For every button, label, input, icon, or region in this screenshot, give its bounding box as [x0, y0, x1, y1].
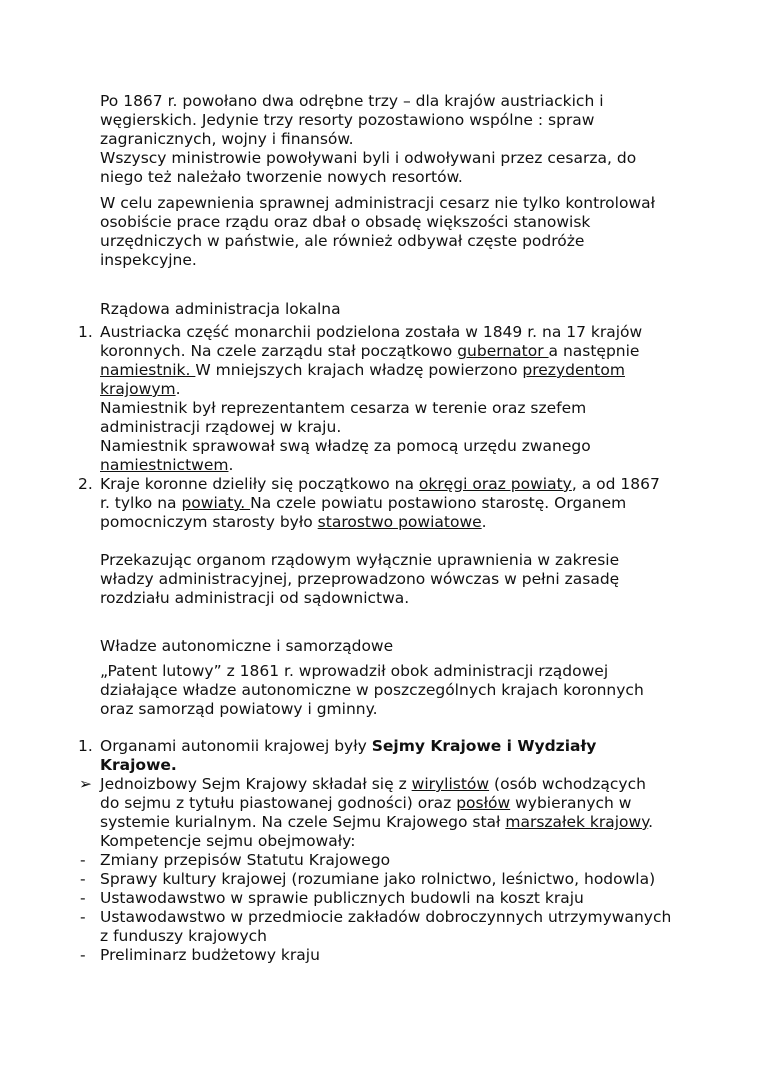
intro-p1-line-5: niego też należało tworzenie nowych resortów.: [100, 168, 463, 186]
underlined-term-poslow: posłów: [456, 794, 511, 812]
underlined-term-okregi: okręgi oraz powiaty: [418, 475, 572, 493]
s1-item1-line-6: administracji rządowej w kraju.: [100, 418, 342, 436]
s1-closing-line-1: Przekazując organom rządowym wyłącznie uprawnienia w zakresie: [100, 551, 620, 569]
intro-p2-line-3: urzędniczych w państwie, ale również odbywał częste podróże: [100, 232, 585, 250]
text-run: .: [481, 513, 487, 531]
competence-item: Ustawodawstwo w przedmiocie zakładów dobroczynnych utrzymywanych: [100, 908, 672, 926]
competence-item: Zmiany przepisów Statutu Krajowego: [100, 851, 391, 869]
text-run: a następnie: [548, 342, 640, 360]
text-run: , a od 1867: [571, 475, 660, 493]
intro-p1-line-2: węgierskich. Jedynie trzy resorty pozostawiono wspólne : spraw: [100, 111, 595, 129]
dash-bullet-icon: -: [80, 946, 86, 964]
underlined-term-powiaty: powiaty.: [181, 494, 251, 512]
text-run: Jednoizbowy Sejm Krajowy składał się z: [100, 775, 412, 793]
s1-item1-line-8: [100, 456, 233, 475]
text-run: Kraje koronne dzieliły się początkowo na: [100, 475, 419, 493]
dash-bullet-icon: -: [80, 889, 86, 907]
s1-item2-line-2: [100, 494, 626, 513]
s1-item1-line-3: [100, 361, 625, 380]
intro-p2-line-1: W celu zapewnienia sprawnej administracji cesarz nie tylko kontrolował: [100, 194, 656, 212]
dash-bullet-icon: -: [80, 870, 86, 888]
s1-item1-line-7: Namiestnik sprawował swą władzę za pomocą urzędu zwanego: [100, 437, 591, 455]
s2-item1-line-1: [100, 737, 596, 756]
s2-arrow-line-2: [100, 794, 631, 813]
text-run: Na czele powiatu postawiono starostę. Organem: [250, 494, 627, 512]
s2-arrow-line-3: [100, 813, 653, 832]
s1-item1-line-2: [100, 342, 639, 361]
underlined-term-wirylistow: wirylistów: [411, 775, 490, 793]
text-run: systemie kurialnym. Na czele Sejmu Krajowego stał: [100, 813, 506, 831]
underlined-term-namiestnictwem: namiestnictwem: [100, 456, 229, 474]
section-heading-autonomous-authorities: Władze autonomiczne i samorządowe: [100, 637, 394, 655]
text-run: pomocniczym starosty było: [100, 513, 318, 531]
underlined-term-krajowym: krajowym: [100, 380, 176, 398]
s2-arrow-line-4: Kompetencje sejmu obejmowały:: [100, 832, 356, 850]
underlined-term-marszalek: marszałek krajowy: [505, 813, 649, 831]
underlined-term-prezydentom: prezydentom: [522, 361, 625, 379]
s2-intro-line-3: oraz samorząd powiatowy i gminny.: [100, 700, 378, 718]
intro-p2-line-2: osobiście prace rządu oraz dbał o obsadę większości stanowisk: [100, 213, 591, 231]
list-marker-s2-1: 1.: [78, 737, 93, 755]
s1-item2-line-3: [100, 513, 487, 532]
competence-item-continuation: z funduszy krajowych: [100, 927, 267, 945]
s1-closing-line-3: rozdziału administracji od sądownictwa.: [100, 589, 410, 607]
text-run: .: [648, 813, 654, 831]
s2-intro-line-2: działające władze autonomiczne w poszczególnych krajach koronnych: [100, 681, 644, 699]
s1-item2-line-1: [100, 475, 660, 494]
competence-item: Ustawodawstwo w sprawie publicznych budowli na koszt kraju: [100, 889, 584, 907]
text-run: Organami autonomii krajowej były: [100, 737, 372, 755]
list-marker-1: 1.: [78, 323, 93, 341]
intro-p1-line-3: zagranicznych, wojny i finansów.: [100, 130, 354, 148]
competence-item: Sprawy kultury krajowej (rozumiane jako rolnictwo, leśnictwo, hodowla): [100, 870, 656, 888]
section-heading-local-administration: Rządowa administracja lokalna: [100, 300, 341, 318]
s1-item1-line-5: Namiestnik był reprezentantem cesarza w terenie oraz szefem: [100, 399, 587, 417]
s2-item1-line-2: Krajowe.: [100, 756, 177, 774]
dash-bullet-icon: -: [80, 908, 86, 926]
text-run: .: [175, 380, 181, 398]
s1-closing-line-2: władzy administracyjnej, przeprowadzono wówczas w pełni zasadę: [100, 570, 620, 588]
s1-item1-line-4: [100, 380, 181, 399]
text-run: wybieranych w: [510, 794, 632, 812]
text-run: .: [228, 456, 234, 474]
competence-item: Preliminarz budżetowy kraju: [100, 946, 320, 964]
s1-item1-line-1: Austriacka część monarchii podzielona została w 1849 r. na 17 krajów: [100, 323, 643, 341]
intro-p1-line-1: Po 1867 r. powołano dwa odrębne trzy – dla krajów austriackich i: [100, 92, 604, 110]
text-run: W mniejszych krajach władzę powierzono: [195, 361, 523, 379]
bold-term-sejmy: Sejmy Krajowe i Wydziały: [371, 737, 597, 755]
underlined-term-gubernator: gubernator: [457, 342, 549, 360]
text-run: r. tylko na: [100, 494, 182, 512]
intro-p2-line-4: inspekcyjne.: [100, 251, 197, 269]
list-marker-2: 2.: [78, 475, 93, 493]
underlined-term-namiestnik: namiestnik.: [100, 361, 196, 379]
arrow-bullet-icon: ➢: [79, 775, 92, 793]
text-run: (osób wchodzących: [489, 775, 646, 793]
text-run: koronnych. Na czele zarządu stał początkowo: [100, 342, 458, 360]
s2-intro-line-1: „Patent lutowy” z 1861 r. wprowadził obok administracji rządowej: [100, 662, 609, 680]
s2-arrow-line-1: [100, 775, 646, 794]
underlined-term-starostwo: starostwo powiatowe: [317, 513, 482, 531]
dash-bullet-icon: -: [80, 851, 86, 869]
intro-p1-line-4: Wszyscy ministrowie powoływani byli i odwoływani przez cesarza, do: [100, 149, 637, 167]
text-run: do sejmu z tytułu piastowanej godności) oraz: [100, 794, 457, 812]
